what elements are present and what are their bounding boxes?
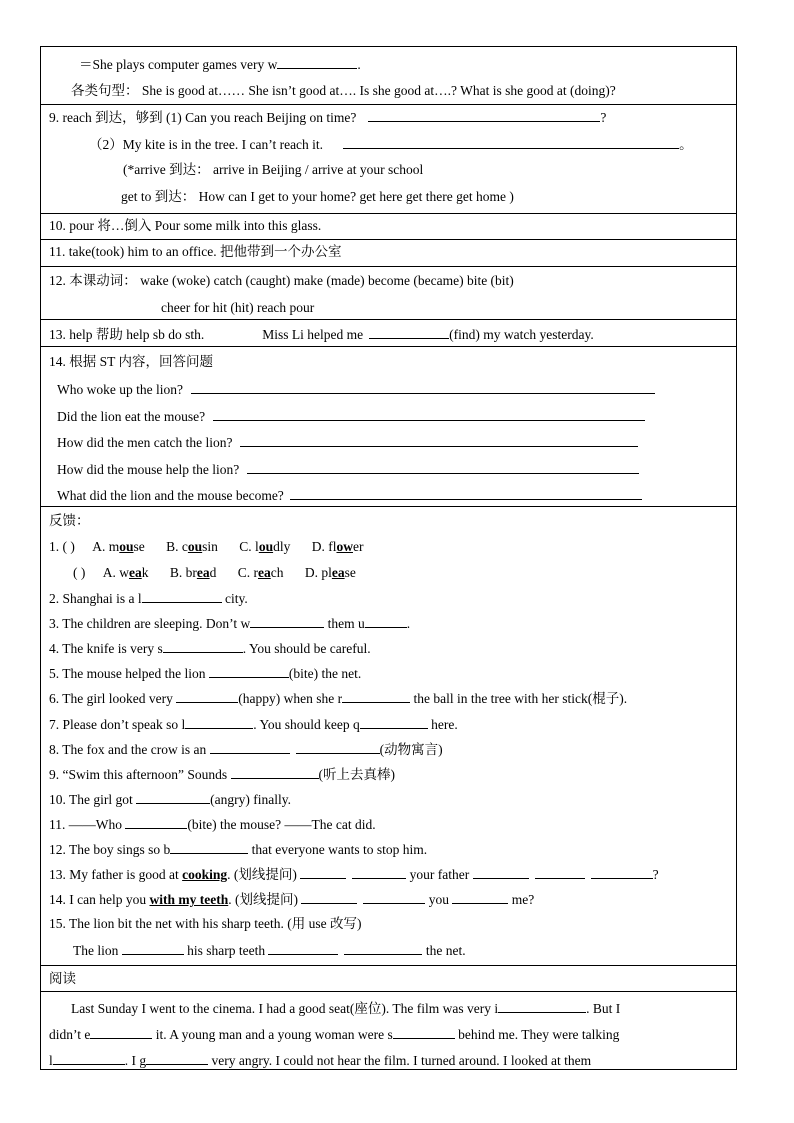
blank[interactable]	[163, 639, 243, 653]
st-question: Who woke up the lion?	[57, 380, 655, 399]
blank[interactable]	[369, 325, 449, 339]
st-question: How did the men catch the lion?	[57, 433, 638, 452]
feedback-title: 反馈：	[49, 513, 90, 528]
passage-line-3: l . I g very angry. I could not hear the film. I turned around. I looked at them	[49, 1053, 592, 1068]
option-c[interactable]: C. loudly	[239, 539, 291, 554]
blank[interactable]	[352, 865, 406, 879]
blank[interactable]	[296, 740, 380, 754]
blank[interactable]	[473, 865, 529, 879]
option-a[interactable]: A. mouse	[92, 539, 145, 554]
option-d[interactable]: D. please	[304, 565, 356, 580]
st-title: 14. 根据 ST 内容，回答问题	[49, 354, 214, 369]
cell-good-at	[41, 47, 736, 105]
blank[interactable]	[344, 941, 422, 955]
reach-line-1: 9. reach 到达，够到 (1) Can you reach Beijing on time? ?	[49, 110, 607, 125]
blank[interactable]	[363, 890, 425, 904]
passage-line-2: didn’t e it. A young man and a young woman were s behind me. They were talking	[49, 1027, 620, 1042]
blank[interactable]	[231, 765, 319, 779]
blank[interactable]	[301, 890, 357, 904]
good-at-line-1: ＝She plays computer games very w .	[79, 57, 361, 72]
st-question: How did the mouse help the lion?	[57, 460, 639, 479]
blank[interactable]	[250, 614, 324, 628]
cell-reading-passage	[41, 992, 736, 1071]
blank[interactable]	[209, 664, 289, 678]
get-to-note: get to 到达： How can I get to your home? get here get there get home )	[121, 189, 514, 204]
phonics-question-1: 1. ( ) A. mouse B. cousin C. loudly D. flower	[49, 539, 364, 554]
pour-line: 10. pour 将…倒入 Pour some milk into this glass.	[49, 218, 322, 233]
blank[interactable]	[452, 890, 508, 904]
cell-feedback	[41, 507, 736, 966]
exercise-11: 11. ——Who (bite) the mouse? ——The cat did.	[49, 817, 376, 832]
blank[interactable]	[90, 1025, 152, 1039]
exercise-12: 12. The boy sings so b that everyone wants to stop him.	[49, 842, 428, 857]
blank[interactable]	[122, 941, 184, 955]
blank[interactable]	[185, 715, 253, 729]
blank[interactable]	[210, 740, 290, 754]
exercise-8: 8. The fox and the crow is an (动物寓言)	[49, 742, 443, 757]
blank[interactable]	[535, 865, 585, 879]
exercise-13: 13. My father is good at cooking. (划线提问) your father ?	[49, 867, 659, 882]
cell-help	[41, 320, 736, 347]
blank[interactable]	[136, 790, 210, 804]
cell-reading-title	[41, 966, 736, 992]
blank[interactable]	[170, 840, 248, 854]
answer-blank[interactable]	[368, 108, 600, 122]
exercise-6: 6. The girl looked very (happy) when she r the ball in the tree with her stick(棍子).	[49, 691, 628, 706]
blank[interactable]	[146, 1051, 208, 1065]
option-c[interactable]: C. reach	[237, 565, 284, 580]
reading-title: 阅读	[49, 971, 76, 986]
option-d[interactable]: D. flower	[311, 539, 364, 554]
blank[interactable]	[342, 689, 410, 703]
exercise-15-answer: The lion his sharp teeth the net.	[73, 943, 466, 958]
exercise-2: 2. Shanghai is a l city.	[49, 591, 248, 606]
blank[interactable]	[125, 815, 187, 829]
exercise-15: 15. The lion bit the net with his sharp teeth. (用 use 改写)	[49, 916, 362, 931]
answer-blank[interactable]	[191, 380, 655, 394]
blank[interactable]	[591, 865, 653, 879]
blank[interactable]	[53, 1051, 125, 1065]
exercise-5: 5. The mouse helped the lion (bite) the net.	[49, 666, 362, 681]
answer-blank[interactable]	[240, 433, 638, 447]
blank[interactable]	[498, 999, 586, 1013]
reach-line-2: （2）My kite is in the tree. I can’t reach it. 。	[89, 137, 693, 152]
worksheet-table	[40, 46, 737, 1070]
help-line: 13. help 帮助 help sb do sth. Miss Li helped me (find) my watch yesterday.	[49, 327, 594, 342]
blank[interactable]	[393, 1025, 455, 1039]
blank[interactable]	[360, 715, 428, 729]
passage-line-1: Last Sunday I went to the cinema. I had a good seat(座位). The film was very i . But I	[71, 1001, 621, 1016]
phonics-question-2: ( ) A. weak B. bread C. reach D. please	[73, 565, 356, 580]
blank[interactable]	[365, 614, 407, 628]
blank[interactable]	[268, 941, 338, 955]
blank[interactable]	[300, 865, 346, 879]
option-a[interactable]: A. weak	[102, 565, 149, 580]
answer-blank[interactable]	[290, 486, 642, 500]
blank[interactable]	[176, 689, 238, 703]
answer-blank[interactable]	[247, 460, 639, 474]
cell-verbs	[41, 267, 736, 320]
exercise-4: 4. The knife is very s . You should be careful.	[49, 641, 371, 656]
exercise-14: 14. I can help you with my teeth. (划线提问) you me?	[49, 892, 535, 907]
verbs-line-1: 12. 本课动词： wake (woke) catch (caught) make (made) become (became) bite (bit)	[49, 273, 514, 288]
cell-reach	[41, 105, 736, 214]
st-question: What did the lion and the mouse become?	[57, 486, 642, 505]
exercise-7: 7. Please don’t speak so l . You should keep q here.	[49, 717, 458, 732]
cell-st-questions	[41, 347, 736, 507]
answer-blank[interactable]	[213, 407, 645, 421]
cell-pour	[41, 214, 736, 240]
option-b[interactable]: B. cousin	[166, 539, 218, 554]
sentence-patterns: 各类句型： She is good at…… She isn’t good at…. Is she good at….? What is she good at (doing)?	[71, 83, 616, 98]
cell-take	[41, 240, 736, 267]
exercise-9: 9. “Swim this afternoon” Sounds (听上去真棒)	[49, 767, 395, 782]
arrive-note: (*arrive 到达： arrive in Beijing / arrive at your school	[123, 162, 424, 177]
answer-blank[interactable]	[343, 135, 679, 149]
option-b[interactable]: B. bread	[169, 565, 217, 580]
blank[interactable]	[277, 55, 357, 69]
verbs-line-2: cheer for hit (hit) reach pour	[161, 300, 315, 315]
exercise-10: 10. The girl got (angry) finally.	[49, 792, 291, 807]
st-question: Did the lion eat the mouse?	[57, 407, 645, 426]
exercise-3: 3. The children are sleeping. Don’t w them u .	[49, 616, 411, 631]
take-line: 11. take(took) him to an office. 把他带到一个办公室	[49, 244, 342, 259]
blank[interactable]	[142, 589, 222, 603]
